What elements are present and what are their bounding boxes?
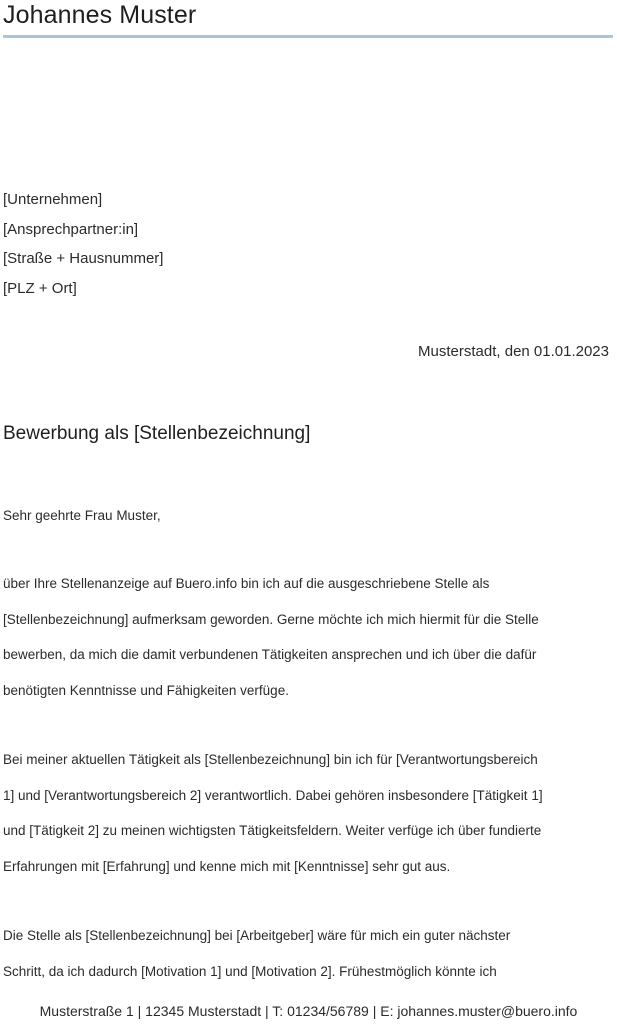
body-paragraph — [3, 742, 609, 884]
recipient-company: [Unternehmen] — [3, 191, 103, 208]
recipient-street: [Straße + Hausnummer] — [3, 250, 164, 267]
paragraph-line: bewerben, da mich die damit verbundenen Tätigkeiten ansprechen und ich über die dafür — [3, 647, 537, 662]
paragraph-line: 1] und [Verantwortungsbereich 2] verantwortlich. Dabei gehören insbesondere [Tätigkeit 1] — [3, 787, 543, 803]
paragraph-line: und [Tätigkeit 2] zu meinen wichtigsten Tätigkeitsfeldern. Weiter verfüge ich über fundierte — [3, 823, 542, 838]
date-line: Musterstadt, den 01.01.2023 — [418, 343, 609, 360]
sender-name: Johannes Muster — [3, 1, 197, 29]
subject-line: Bewerbung als [Stellenbezeichnung] — [3, 423, 311, 444]
paragraph-line: Bei meiner aktuellen Tätigkeit als [Stellenbezeichnung] bin ich für [Verantwortungsbereich — [3, 752, 538, 767]
letterhead — [3, 0, 613, 38]
paragraph-line: Erfahrungen mit [Erfahrung] und kenne mich mit [Kenntnisse] sehr gut aus. — [3, 858, 451, 874]
salutation: Sehr geehrte Frau Muster, — [3, 508, 161, 523]
recipient-city: [PLZ + Ort] — [3, 279, 77, 297]
body-paragraph — [3, 566, 609, 708]
recipient-address — [3, 185, 163, 303]
paragraph-line: Schritt, da ich dadurch [Motivation 1] und [Motivation 2]. Frühestmöglich könnte ich — [3, 963, 497, 979]
body-paragraph — [3, 918, 609, 989]
recipient-contact: [Ansprechpartner:in] — [3, 220, 139, 238]
paragraph-line: über Ihre Stellenanzeige auf Buero.info bin ich auf die ausgeschriebene Stelle als — [3, 576, 490, 591]
paragraph-line: Die Stelle als [Stellenbezeichnung] bei [Arbeitgeber] wäre für mich ein guter nächster — [3, 928, 511, 943]
paragraph-line: [Stellenbezeichnung] aufmerksam geworden. Gerne möchte ich mich hiermit für die Stelle — [3, 611, 539, 627]
paragraph-line: benötigten Kenntnisse und Fähigkeiten verfüge. — [3, 682, 289, 698]
footer-contact: Musterstraße 1 | 12345 Musterstadt | T: 01234/56789 | E: johannes.muster@buero.info — [39, 1003, 578, 1019]
